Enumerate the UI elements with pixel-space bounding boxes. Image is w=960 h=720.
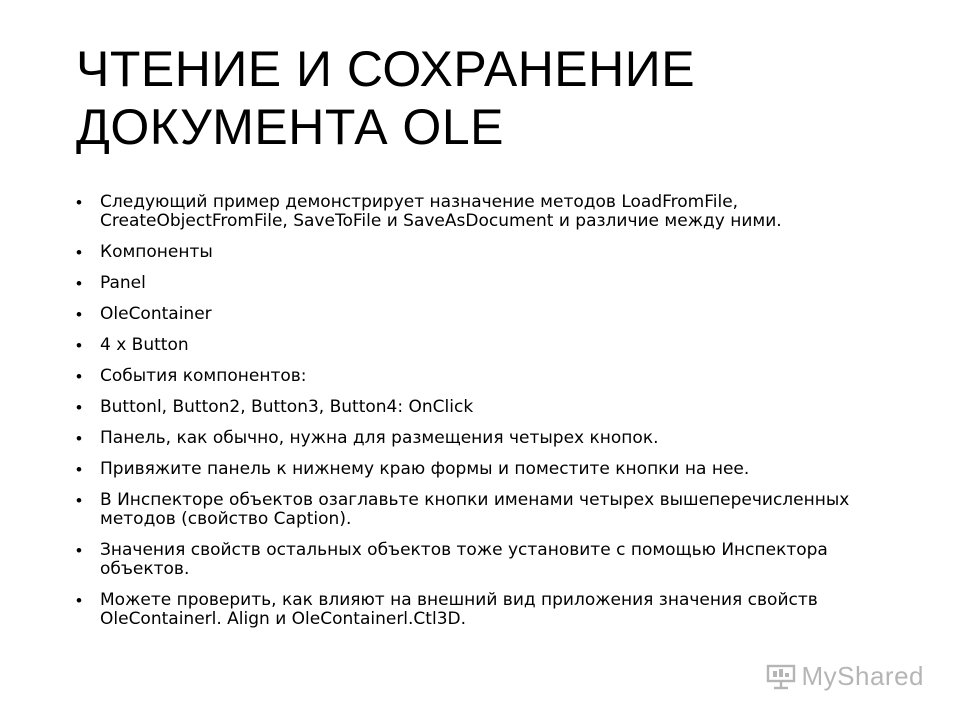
bullet-text: 4 x Button bbox=[100, 335, 189, 355]
bullet-text: Значения свойств остальных объектов тоже установите с помощью Инспектора объектов. bbox=[100, 540, 828, 579]
bullet-dot: • bbox=[76, 460, 82, 479]
bullet-dot: • bbox=[76, 398, 82, 417]
bullet-text: Следующий пример демонстрирует назначение методов LoadFromFile, CreateObjectFromFile, SaveToFile и SaveAsDocument и различие между ними. bbox=[100, 192, 782, 231]
bullet-dot: • bbox=[76, 193, 82, 212]
bullet-dot: • bbox=[76, 336, 82, 355]
bullet-text: Компоненты bbox=[100, 242, 213, 262]
bullet-dot: • bbox=[76, 274, 82, 293]
bullet-item bbox=[76, 193, 896, 231]
bullet-text: В Инспекторе объектов озаглавьте кнопки именами четырех вышеперечисленных методов (свойство Caption). bbox=[100, 490, 850, 529]
bullet-dot: • bbox=[76, 491, 82, 510]
bullet-dot: • bbox=[76, 305, 82, 324]
bullet-text: Панель, как обычно, нужна для размещения четырех кнопок. bbox=[100, 428, 659, 448]
slide-title bbox=[76, 40, 896, 156]
bullet-dot: • bbox=[76, 367, 82, 386]
watermark-text: MyShared bbox=[801, 661, 924, 691]
bullet-list bbox=[76, 193, 896, 641]
bullet-dot: • bbox=[76, 541, 82, 560]
bullet-item bbox=[76, 429, 896, 448]
bullet-item bbox=[76, 243, 896, 262]
bullet-item bbox=[76, 591, 896, 629]
bullet-dot: • bbox=[76, 591, 82, 610]
bullet-dot: • bbox=[76, 243, 82, 262]
bullet-text: Привяжите панель к нижнему краю формы и поместите кнопки на нее. bbox=[100, 459, 750, 479]
bullet-item bbox=[76, 541, 896, 579]
slide-title-line-1: ЧТЕНИЕ И СОХРАНЕНИЕ bbox=[76, 41, 696, 97]
bullet-item bbox=[76, 460, 896, 479]
bullet-text: Panel bbox=[100, 273, 146, 293]
presentation-board-icon bbox=[766, 664, 796, 690]
bullet-item bbox=[76, 305, 896, 324]
bullet-item bbox=[76, 274, 896, 293]
bullet-item bbox=[76, 336, 896, 355]
bullet-item bbox=[76, 398, 896, 417]
watermark bbox=[766, 661, 925, 692]
bullet-text: События компонентов: bbox=[100, 366, 307, 386]
bullet-text: Можете проверить, как влияют на внешний вид приложения значения свойств OleContainerl. Align и OleContainerl.Ctl3D. bbox=[100, 590, 818, 629]
slide-title-line-2: ДОКУМЕНТА OLE bbox=[76, 99, 504, 155]
bullet-item bbox=[76, 491, 896, 529]
bullet-text: Buttonl, Button2, Button3, Button4: OnClick bbox=[100, 397, 474, 417]
bullet-dot: • bbox=[76, 429, 82, 448]
bullet-text: OleContainer bbox=[100, 304, 212, 324]
bullet-item bbox=[76, 367, 896, 386]
